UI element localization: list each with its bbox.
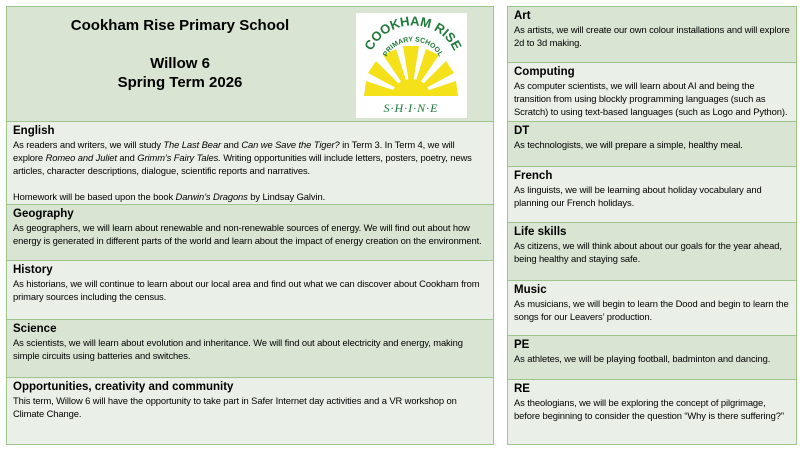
section-text: As historians, we will continue to learn about our local area and find out what we can discover about Cookham from primary sources including the census. bbox=[13, 278, 480, 302]
section-text: As readers and writers, we will study The Last Bear and Can we Save the Tiger? in Term 3. In Term 4, we will explore Romeo and Juliet and Grimm’s Fairy Tales. Writing opportunities will include letters, posters, poetry, news articles, character descriptions, dialogue, scientific reports and narratives. bbox=[13, 139, 472, 176]
section-text: As computer scientists, we will learn about AI and being the transition from using blockly programming languages (such as Scratch) to using text-based languages (such as Logo and Python). bbox=[514, 80, 788, 117]
sun-rays bbox=[364, 46, 458, 96]
section-history bbox=[6, 260, 494, 320]
section-music bbox=[507, 280, 797, 336]
section-heading: History bbox=[13, 264, 53, 276]
section-heading: Computing bbox=[514, 66, 575, 78]
school-logo bbox=[356, 13, 467, 118]
section-heading: French bbox=[514, 170, 553, 182]
section-text: As artists, we will create our own colour installations and will explore 2d to 3d making. bbox=[514, 24, 790, 48]
section-life-skills bbox=[507, 222, 797, 281]
section-dt bbox=[507, 121, 797, 167]
section-text: As linguists, we will be learning about holiday vocabulary and planning our French holidays. bbox=[514, 184, 762, 208]
section-text: As citizens, we will think about about our goals for the year ahead, being healthy and staying safe. bbox=[514, 240, 782, 264]
section-heading: DT bbox=[514, 125, 530, 137]
section-heading: Music bbox=[514, 284, 547, 296]
section-text: This term, Willow 6 will have the opportunity to take part in Safer Internet day activities and a VR workshop on Climate Change. bbox=[13, 395, 457, 419]
section-opportunities bbox=[6, 377, 494, 445]
section-computing bbox=[507, 62, 797, 122]
section-art bbox=[507, 6, 797, 63]
logo-motto: S·H·I·N·E bbox=[383, 101, 439, 115]
section-heading: Science bbox=[13, 323, 57, 335]
section-pe bbox=[507, 335, 797, 380]
header-panel bbox=[6, 6, 494, 122]
section-heading: English bbox=[13, 125, 55, 137]
right-column bbox=[507, 6, 797, 445]
class-name: Willow 6 bbox=[150, 55, 210, 72]
section-re bbox=[507, 379, 797, 445]
section-text: As scientists, we will learn about evolution and inheritance. We will find out about electricity and energy, making simple circuits using batteries and switches. bbox=[13, 337, 463, 361]
section-heading: Art bbox=[514, 10, 531, 22]
left-column bbox=[6, 6, 494, 445]
section-text: As geographers, we will learn about renewable and non-renewable sources of energy. We will find out about how energy is generated in different parts of the world and learn about the impact of energy creation on the environment. bbox=[13, 222, 482, 246]
title-block bbox=[7, 16, 353, 92]
section-heading: Geography bbox=[13, 208, 74, 220]
homework-text: Homework will be based upon the book Darwin’s Dragons by Lindsay Galvin. bbox=[13, 191, 326, 202]
school-name: Cookham Rise Primary School bbox=[70, 17, 290, 34]
section-text: As athletes, we will be playing football, badminton and dancing. bbox=[514, 353, 771, 364]
section-text: As theologians, we will be exploring the concept of pilgrimage, before beginning to consider the question “Why is there suffering?” bbox=[514, 397, 784, 421]
section-geography bbox=[6, 204, 494, 261]
section-heading: Opportunities, creativity and community bbox=[13, 381, 234, 393]
term-title: Spring Term 2026 bbox=[117, 74, 243, 91]
section-heading: PE bbox=[514, 339, 530, 351]
section-text: As musicians, we will begin to learn the Dood and begin to learn the songs for our Leavers’ production. bbox=[514, 298, 789, 322]
section-text: As technologists, we will prepare a simple, healthy meal. bbox=[514, 139, 743, 150]
section-heading: Life skills bbox=[514, 226, 567, 238]
section-french bbox=[507, 166, 797, 223]
section-heading: RE bbox=[514, 383, 530, 395]
section-science bbox=[6, 319, 494, 378]
logo-sub-text: PRIMARY SCHOOL bbox=[382, 36, 444, 58]
section-english bbox=[6, 121, 494, 205]
sun-logo-icon bbox=[356, 13, 467, 118]
logo-arc-text: COOKHAM RISE bbox=[361, 13, 465, 53]
